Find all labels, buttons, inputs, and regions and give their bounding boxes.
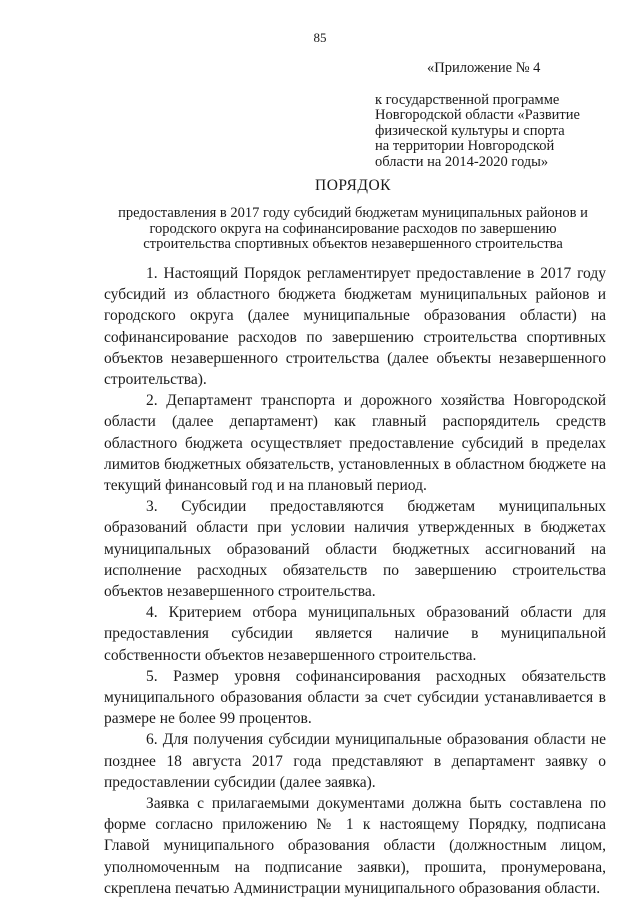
appendix-block <box>375 61 625 170</box>
paragraph-6: 6. Для получения субсидии муниципальные образования области не позднее 18 августа 2017 года представляют в департамент заявку о предоставлении субсидии (далее заявка). <box>104 731 606 791</box>
appendix-line: физической культуры и спорта <box>375 122 565 139</box>
paragraph-2: 2. Департамент транспорта и дорожного хозяйства Новгородской области (далее департамент) как главный распорядитель средств областного бюджета осуществляет предоставление субсидий в пределах лимитов бюджетных обязательств, установленных в областном бюджете на текущий финансовый год и на плановый период. <box>104 392 606 495</box>
document-subtitle <box>105 206 601 253</box>
paragraph-5: 5. Размер уровня софинансирования расходных обязательств муниципального образования области за счет субсидии устанавливается в размере не более 99 процентов. <box>104 667 606 728</box>
subtitle-line: строительства спортивных объектов незавершенного строительства <box>143 236 563 252</box>
appendix-title: «Приложение № 4 <box>427 60 541 76</box>
paragraph-4: 4. Критерием отбора муниципальных образований области для предоставления субсидии является наличие в муниципальной собственности объектов незавершенного строительства. <box>104 604 606 664</box>
paragraph-application: Заявка с прилагаемыми документами должна быть составлена по форме согласно приложению № 1 к настоящему Порядку, подписана Главой муниципального образования области (должностным лицом, уполномоченным на подписание заявки), прошита, пронумерована, скреплена печатью Администрации муниципального образования области. <box>104 795 606 897</box>
subtitle-line: предоставления в 2017 году субсидий бюджетам муниципальных районов и <box>118 205 588 221</box>
document-title: ПОРЯДОК <box>315 177 391 194</box>
appendix-line: на территории Новгородской <box>375 138 555 154</box>
page-number: 85 <box>313 30 327 45</box>
appendix-line: области на 2014-2020 годы» <box>375 153 549 170</box>
document-body <box>104 263 606 899</box>
paragraph-1: 1. Настоящий Порядок регламентирует предоставление в 2017 году субсидий из областного бюджета бюджетам муниципальных районов и городского округа (далее муниципальные образования области) на софинансирование расходов по завершению строительства спортивных объектов незавершенного строительства (далее объекты незавершенного строительства). <box>104 265 606 389</box>
appendix-line: к государственной программе <box>375 91 560 108</box>
paragraph-3: 3. Субсидии предоставляются бюджетам муниципальных образований области при условии наличия утвержденных в бюджетах муниципальных образований области бюджетных ассигнований на исполнение расходных обязательств по завершению строительства объектов незавершенного строительства. <box>104 498 606 601</box>
appendix-line: Новгородской области «Развитие <box>375 107 580 123</box>
subtitle-line: городского округа на софинансирование расходов по завершению <box>149 220 557 237</box>
